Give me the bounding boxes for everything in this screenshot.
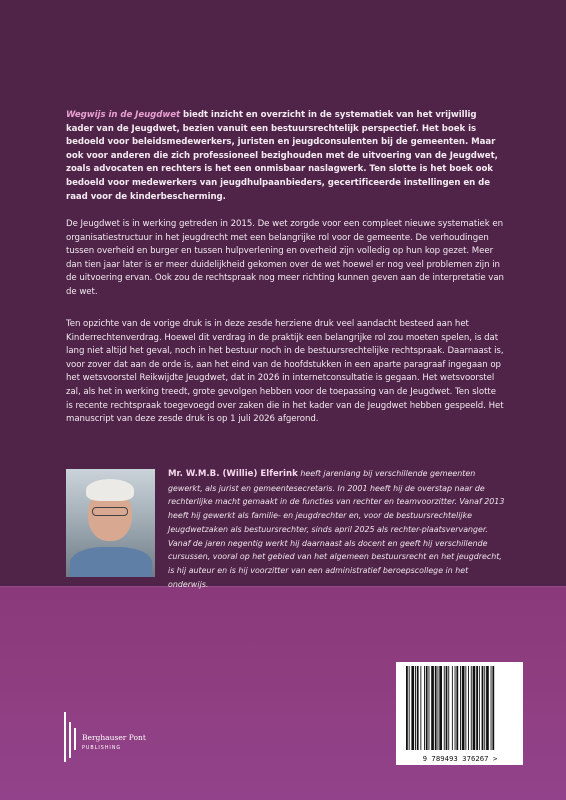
barcode-bar	[471, 666, 472, 750]
barcode-bar	[446, 666, 448, 750]
barcode-bar	[468, 666, 469, 750]
description-paragraph-1	[66, 109, 504, 204]
isbn-barcode	[396, 662, 523, 765]
author-photo-glasses	[92, 507, 128, 516]
barcode-bar	[406, 666, 408, 750]
barcode-bar	[438, 666, 439, 750]
barcode-bar	[435, 666, 437, 750]
barcode-bar	[455, 666, 456, 750]
description-paragraph-3: Ten opzichte van de vorige druk is in deze zesde herziene druk veel aandacht besteed aan het Kinderrechtenverdrag. Hoewel dit verdrag in de praktijk een belangrijke rol zou moeten spelen, is dat lang niet altijd het geval, noch in het bestuur noch in de bestuursrechtelijke rechtspraak. Daarnaast is, voor zover dat aan de orde is, aan het eind van de hoofdstukken in een aparte paragraaf ingegaan op het wetsvoorstel Reikwijdte Jeugdwet, dat in 2026 in internetconsultatie is gegaan. Het wetsvoorstel zal, als het in werking treedt, grote gevolgen hebben voor de toepassing van de Jeugdwet. Ten slotte is recente rechtspraak toegevoegd over zaken die in het kader van de Jeugdwet hebben gespeeld. Het manuscript van deze zesde druk is op 1 juli 2026 afgerond.	[66, 319, 504, 425]
barcode-bar	[456, 666, 458, 750]
publisher-sub: PUBLISHING	[82, 746, 122, 751]
barcode-bar	[491, 666, 492, 750]
barcode-bar	[473, 666, 476, 750]
barcode-bar	[452, 666, 453, 750]
barcode-bar	[409, 666, 410, 750]
author-photo-shirt	[70, 547, 152, 577]
barcode-bar	[415, 666, 416, 750]
barcode-bar	[426, 666, 428, 750]
barcode-bar	[482, 666, 484, 750]
barcode-bar	[424, 666, 425, 750]
book-title-inline: Wegwijs in de Jeugdwet	[66, 110, 181, 120]
isbn-price-marker: >	[492, 754, 498, 763]
author-bio-text: heeft jarenlang bij verschillende gemeenten gewerkt, als jurist en gemeentesecretaris. In 2001 heeft hij de overstap naar de rechterlijke macht gemaakt in de functies van rechter en teamvoorzitter. Vanaf 2013 heeft hij gewerkt als familie- en jeugdrechter en, voor de bestuursrechtelijke Jeugdwetzaken als bestuursrechter, sinds april 2025 als rechter-plaatsvervanger. Vanaf de jaren negentig werkt hij daarnaast als docent en geeft hij verschillende cursussen, vooral op het gebied van het algemeen bestuursrecht en het jeugdrecht, is hij auteur en is hij voorzitter van een administratief beroepscollege in het onderwijs.	[168, 469, 505, 589]
barcode-bar	[420, 666, 421, 750]
barcode-bar	[479, 666, 480, 750]
barcode-bar	[492, 666, 494, 750]
author-photo	[66, 469, 155, 577]
barcode-bar	[411, 666, 414, 750]
barcode-bar	[439, 666, 442, 750]
author-bio	[168, 467, 508, 591]
barcode-bar	[460, 666, 461, 750]
author-name: Mr. W.M.B. (Willie) Elferink	[168, 469, 298, 479]
barcode-bar	[486, 666, 489, 750]
barcode-bar	[444, 666, 445, 750]
description-paragraph-2: De Jeugdwet is in werking getreden in 2015. De wet zorgde voor een compleet nieuwe systematiek en organisatiestructuur in het jeugdrecht met een belangrijke rol voor de gemeente. De verhoudingen tussen overheid en burger en tussen hulpverlening en overheid zijn volledig op hun kop gezet. Meer dan tien jaar later is er meer duidelijkheid gekomen over de wet hoewel er nog veel problemen zijn in de uitvoering ervan. Ook zou de rechtspraak nog meer richting kunnen geven aan de interpretatie van de wet.	[66, 219, 504, 297]
barcode-bar	[465, 666, 466, 750]
barcode-bar	[462, 666, 465, 750]
publisher-name: Berghauser Pont	[82, 733, 146, 742]
description-paragraph-1-text: biedt inzicht en overzicht in de systematiek van het vrijwillig kader van de Jeugdwet, bezien vanuit een bestuursrechtelijk perspectief. Het boek is bedoeld voor beleidsmedewerkers, juristen en jeugdconsulenten bij de gemeenten. Maar ook voor anderen die zich professioneel bezighouden met de uitvoering van de Jeugdwet, zoals advocaten en rechters is het een onmisbaar naslagwerk. Ten slotte is het boek ook bedoeld voor medewerkers van jeugdhulpaanbieders, gecertificeerde instellingen en de raad voor de kinderbescherming.	[66, 110, 498, 202]
isbn-number	[398, 754, 522, 763]
isbn-digits: 9 789493 376267	[422, 754, 489, 763]
barcode-bar	[448, 666, 449, 750]
barcode-bar	[417, 666, 419, 750]
barcode-bar	[431, 666, 434, 750]
author-photo-hair	[86, 479, 134, 501]
barcode-bar	[484, 666, 485, 750]
barcode-bar	[476, 666, 478, 750]
barcode-bar	[429, 666, 430, 750]
barcode-bars	[400, 666, 519, 752]
